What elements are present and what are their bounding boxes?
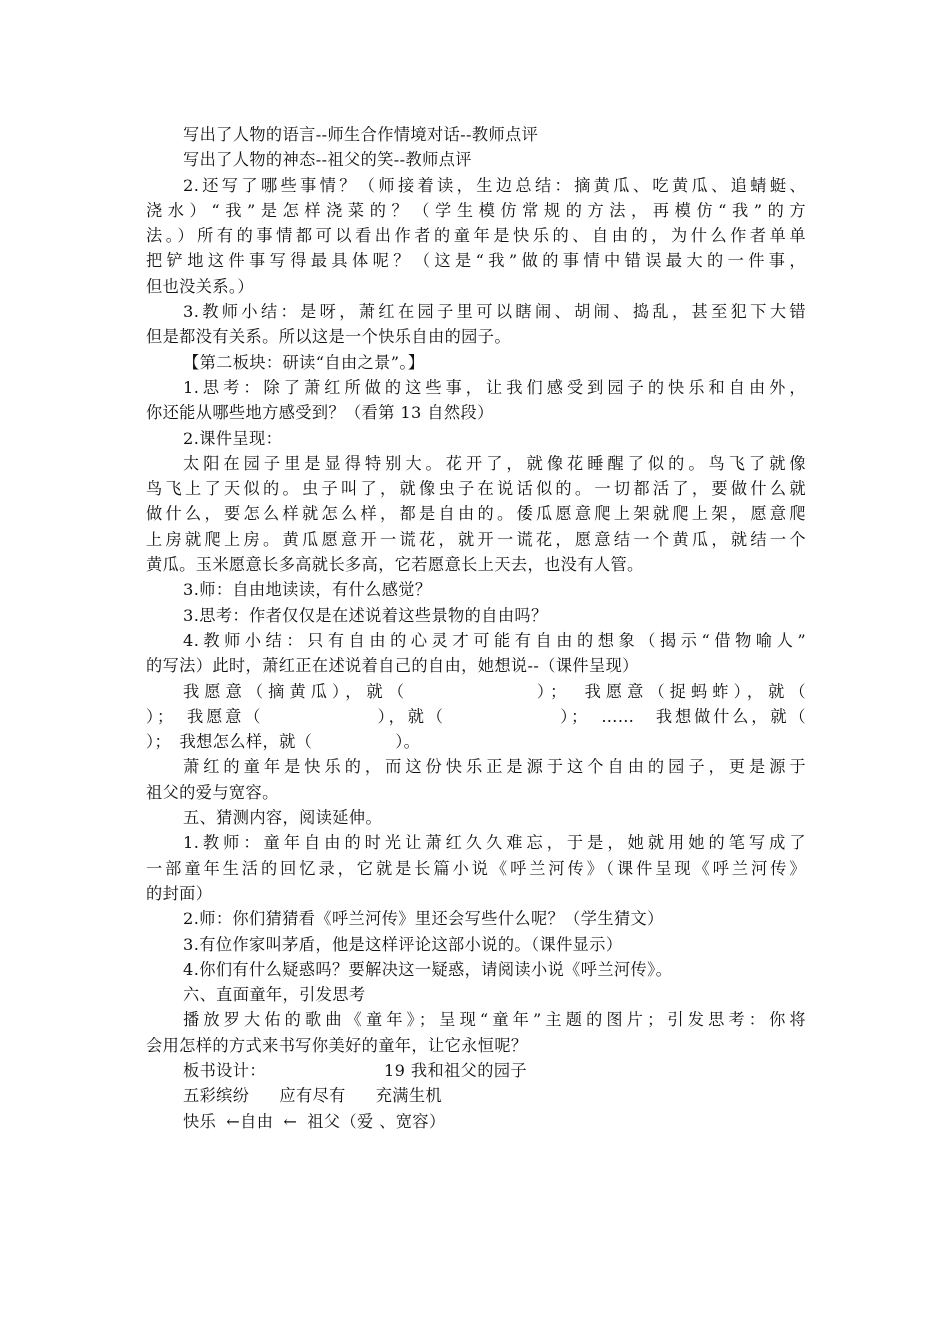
board-design-label: 板书设计： <box>183 1060 266 1080</box>
text-line: 3.师：自由地读读，有什么感觉？ <box>183 580 432 600</box>
text-line: 1.思考：除了萧红所做的这些事，让我们感受到园子的快乐和自由外， <box>183 377 806 397</box>
text-line: 法。）所有的事情都可以看出作者的童年是快乐的、自由的，为什么作者单单 <box>146 226 806 246</box>
text-line: 你还能从哪些地方感受到？（看第 13 自然段） <box>146 403 494 423</box>
board-item: 快乐 <box>183 1111 217 1131</box>
text-line: 会用怎样的方式来书写你美好的童年，让它永恒呢？ <box>146 1035 528 1055</box>
text-line: 浇水）“我”是怎样浇菜的？（学生模仿常规的方法，再模仿“我”的方 <box>146 200 806 220</box>
board-design-heading <box>146 1058 806 1083</box>
text-line: 3.有位作家叫茅盾，他是这样评论这部小说的。（课件显示） <box>183 934 623 954</box>
board-item: ←自由 <box>226 1111 274 1131</box>
text-line: 黄瓜。玉米愿意长多高就长多高，它若愿意长上天去，也没有人管。 <box>146 555 644 575</box>
text-line: 2.还写了哪些事情？（师接着读，生边总结：摘黄瓜、吃黄瓜、追蜻蜓、 <box>183 175 806 195</box>
board-item: 祖父（爱 、宽容） <box>307 1111 446 1131</box>
text-line: 3.教师小结：是呀，萧红在园子里可以瞎闹、胡闹、捣乱，甚至犯下大错 <box>183 302 806 322</box>
text-line: ）； 我想怎么样，就（ ）。 <box>146 732 421 752</box>
board-design-title: 19 我和祖父的园子 <box>383 1060 527 1080</box>
text-line: 播放罗大佑的歌曲《童年》；呈现“童年”主题的图片；引发思考：你将 <box>183 1010 806 1030</box>
text-line: 把铲地这件事写得最具体呢？（这是“我”做的事情中错误最大的一件事， <box>146 251 806 271</box>
text-line: 鸟飞上了天似的。虫子叫了，就像虫子在说话似的。一切都活了，要做什么就 <box>146 479 806 499</box>
text-line: 2.课件呈现： <box>183 428 283 448</box>
text-line: 我愿意（摘黄瓜），就（ ）； 我愿意（捉蚂蚱），就（ <box>183 681 806 701</box>
board-item: 充满生机 <box>375 1086 443 1106</box>
text-line: 的封面） <box>146 883 213 903</box>
text-line: 3.思考：作者仅仅是在述说着这些景物的自由吗？ <box>183 605 548 625</box>
text-line: 2.师：你们猜猜看《呼兰河传》里还会写些什么呢？（学生猜文） <box>183 909 664 929</box>
text-line: 写出了人物的语言--师生合作情境对话--教师点评 <box>183 125 539 144</box>
lesson-plan-text <box>146 122 806 1058</box>
text-line: 但是都没有关系。所以这是一个快乐自由的园子。 <box>146 327 511 347</box>
text-line: 一部童年生活的回忆录，它就是长篇小说《呼兰河传》（课件呈现《呼兰河传》 <box>146 858 806 878</box>
text-line: 1.教师：童年自由的时光让萧红久久难忘，于是，她就用她的笔写成了 <box>183 833 806 853</box>
text-line: 太阳在园子里是显得特别大。花开了，就像花睡醒了似的。鸟飞了就像 <box>183 453 806 473</box>
document-page <box>146 122 806 1134</box>
text-line: 六、直面童年，引发思考 <box>183 985 366 1005</box>
text-line: 上房就爬上房。黄瓜愿意开一谎花，就开一谎花，愿意结一个黄瓜，就结一个 <box>146 529 806 549</box>
text-line: 的写法）此时，萧红正在述说着自己的自由，她想说--（课件呈现） <box>146 656 639 676</box>
text-line: 但也没关系。） <box>146 276 255 296</box>
text-line: 萧红的童年是快乐的，而这份快乐正是源于这个自由的园子，更是源于 <box>183 757 806 777</box>
text-line: 4.教师小结：只有自由的心灵才可能有自由的想象（揭示“借物喻人” <box>183 630 806 650</box>
arrow-left-icon: ← <box>283 1111 298 1131</box>
text-line: 4.你们有什么疑惑吗？要解决这一疑惑，请阅读小说《呼兰河传》。 <box>183 959 673 979</box>
text-line: 【第二板块：研读“自由之景”。】 <box>183 352 425 372</box>
text-line: 写出了人物的神态--祖父的笑--教师点评 <box>183 150 472 170</box>
text-line: 五、猜测内容，阅读延伸。 <box>183 808 383 828</box>
text-line: 做什么，要怎么样就怎么样，都是自由的。倭瓜愿意爬上架就爬上架，愿意爬 <box>146 504 806 524</box>
text-line: ）； 我愿意（ ），就（ ）； …… 我想做什么，就（ <box>146 706 806 726</box>
text-line: 祖父的爱与宽容。 <box>146 782 279 802</box>
board-design-row-2 <box>146 1109 806 1134</box>
board-design-row-1 <box>146 1083 806 1108</box>
board-item: 应有尽有 <box>279 1086 346 1106</box>
board-item: 五彩缤纷 <box>183 1086 250 1106</box>
